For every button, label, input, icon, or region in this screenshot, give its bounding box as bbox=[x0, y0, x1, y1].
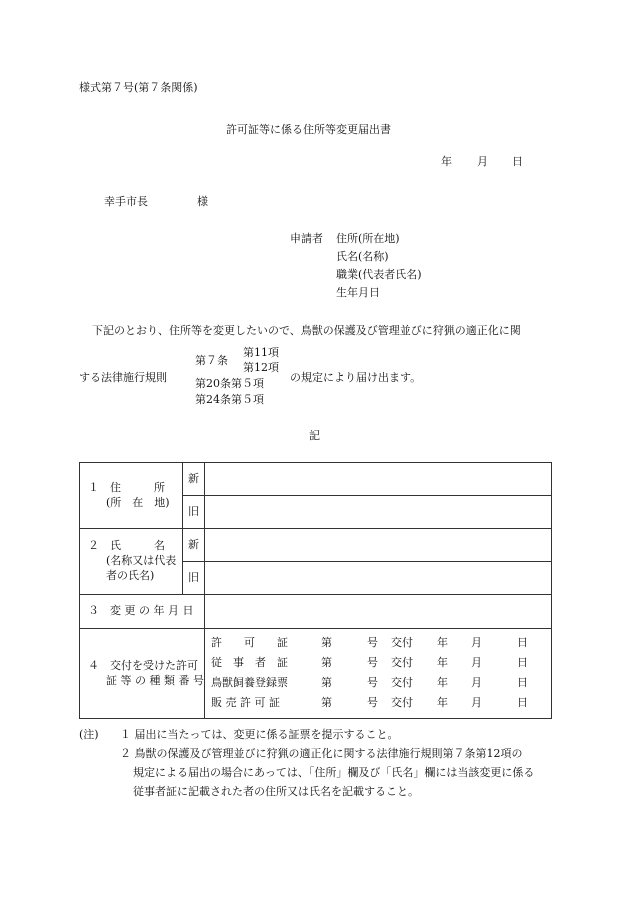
cert-nichi: 日 bbox=[517, 656, 528, 670]
cert-dai: 第 bbox=[321, 696, 332, 710]
applicant-field-occupation: 職業(代表者氏名) bbox=[336, 268, 422, 281]
cert-getsu: 月 bbox=[471, 696, 482, 710]
cert-go: 号 bbox=[367, 696, 378, 710]
applicant-field-name: 氏名(名称) bbox=[336, 250, 389, 263]
address-old-field[interactable] bbox=[205, 496, 552, 529]
cert-row bbox=[211, 634, 551, 654]
cert-dai: 第 bbox=[321, 656, 332, 670]
body-text-para11: 第11項 bbox=[243, 346, 279, 359]
body-text-para12: 第12項 bbox=[243, 361, 279, 374]
address-new-field[interactable] bbox=[205, 463, 552, 496]
name-old-label: 旧 bbox=[183, 562, 205, 595]
applicant-field-birthdate: 生年月日 bbox=[336, 286, 380, 299]
cert-row bbox=[211, 654, 551, 674]
cert-kofu: 交付 bbox=[391, 676, 413, 690]
address-old-label: 旧 bbox=[183, 496, 205, 529]
note-2-line3: 従事者証に記載された者の住所又は氏名を記載すること。 bbox=[133, 785, 419, 798]
row-cert-title1: ４ 交付を受けた許可 bbox=[88, 658, 198, 672]
row-change-date-label: ３ 変 更 の 年 月 日 bbox=[80, 595, 205, 629]
cert-nichi: 日 bbox=[517, 696, 528, 710]
cert-name: 従 事 者 証 bbox=[211, 656, 288, 670]
cert-getsu: 月 bbox=[471, 656, 482, 670]
date-year: 年 bbox=[441, 155, 452, 168]
row-address-label bbox=[80, 463, 183, 529]
cert-row bbox=[211, 674, 551, 694]
cert-nen: 年 bbox=[437, 696, 448, 710]
cert-nichi: 日 bbox=[517, 636, 528, 650]
address-new-label: 新 bbox=[183, 463, 205, 496]
cert-list bbox=[205, 629, 552, 719]
form-number: 様式第７号(第７条関係) bbox=[79, 81, 198, 94]
cert-kofu: 交付 bbox=[391, 696, 413, 710]
cert-go: 号 bbox=[367, 676, 378, 690]
cert-name: 販 売 許 可 証 bbox=[211, 696, 280, 710]
body-text-art24: 第24条第５項 bbox=[195, 393, 264, 406]
cert-nen: 年 bbox=[437, 636, 448, 650]
cert-nen: 年 bbox=[437, 676, 448, 690]
row-name-title: ２ 氏 名 bbox=[88, 539, 165, 553]
name-new-label: 新 bbox=[183, 529, 205, 562]
cert-getsu: 月 bbox=[471, 636, 482, 650]
change-date-field[interactable] bbox=[205, 595, 552, 629]
addressee-name: 幸手市長 bbox=[104, 195, 148, 208]
body-text-prefix: する法律施行規則 bbox=[79, 371, 167, 384]
row-name-label bbox=[80, 529, 183, 595]
row-address-title: １ 住 所 bbox=[88, 480, 165, 494]
name-new-field[interactable] bbox=[205, 529, 552, 562]
row-address-sub: (所 在 地) bbox=[106, 495, 170, 509]
date-day: 日 bbox=[512, 155, 523, 168]
cert-go: 号 bbox=[367, 656, 378, 670]
cert-nen: 年 bbox=[437, 656, 448, 670]
change-table bbox=[79, 462, 552, 719]
row-name-sub2: 者の氏名) bbox=[106, 568, 155, 582]
note-2-line2: 規定による届出の場合にあっては、「住所」欄及び「氏名」欄には当該変更に係る bbox=[133, 766, 535, 779]
addressee-honorific: 様 bbox=[197, 195, 208, 208]
body-text-art20: 第20条第５項 bbox=[195, 377, 264, 390]
cert-dai: 第 bbox=[321, 636, 332, 650]
cert-go: 号 bbox=[367, 636, 378, 650]
row-name-sub1: (名称又は代表 bbox=[106, 554, 177, 568]
page-title: 許可証等に係る住所等変更届出書 bbox=[226, 123, 391, 136]
cert-dai: 第 bbox=[321, 676, 332, 690]
notes-label: (注) bbox=[79, 728, 99, 741]
cert-kofu: 交付 bbox=[391, 656, 413, 670]
applicant-label: 申請者 bbox=[290, 232, 323, 245]
body-text-art7: 第７条 bbox=[195, 354, 228, 367]
row-cert-label bbox=[80, 629, 205, 719]
row-cert-title2: 証 等 の 種 類 番 号 bbox=[106, 673, 204, 687]
note-2-line1: ２ 鳥獣の保護及び管理並びに狩猟の適正化に関する法律施行規則第７条第12項の bbox=[120, 747, 523, 760]
date-month: 月 bbox=[477, 155, 488, 168]
cert-name: 許 可 証 bbox=[211, 636, 288, 650]
note-1: １ 届出に当たっては、変更に係る証票を提示すること。 bbox=[120, 728, 399, 741]
cert-kofu: 交付 bbox=[391, 636, 413, 650]
cert-getsu: 月 bbox=[471, 676, 482, 690]
cert-row bbox=[211, 694, 551, 714]
cert-name: 鳥獣飼養登録票 bbox=[211, 676, 288, 690]
name-old-field[interactable] bbox=[205, 562, 552, 595]
applicant-field-address: 住所(所在地) bbox=[336, 232, 400, 245]
body-text-suffix: の規定により届け出ます。 bbox=[290, 371, 422, 384]
body-text-line1: 下記のとおり、住所等を変更したいので、鳥獣の保護及び管理並びに狩猟の適正化に関 bbox=[92, 324, 521, 337]
cert-nichi: 日 bbox=[517, 676, 528, 690]
ki-heading: 記 bbox=[309, 429, 320, 442]
